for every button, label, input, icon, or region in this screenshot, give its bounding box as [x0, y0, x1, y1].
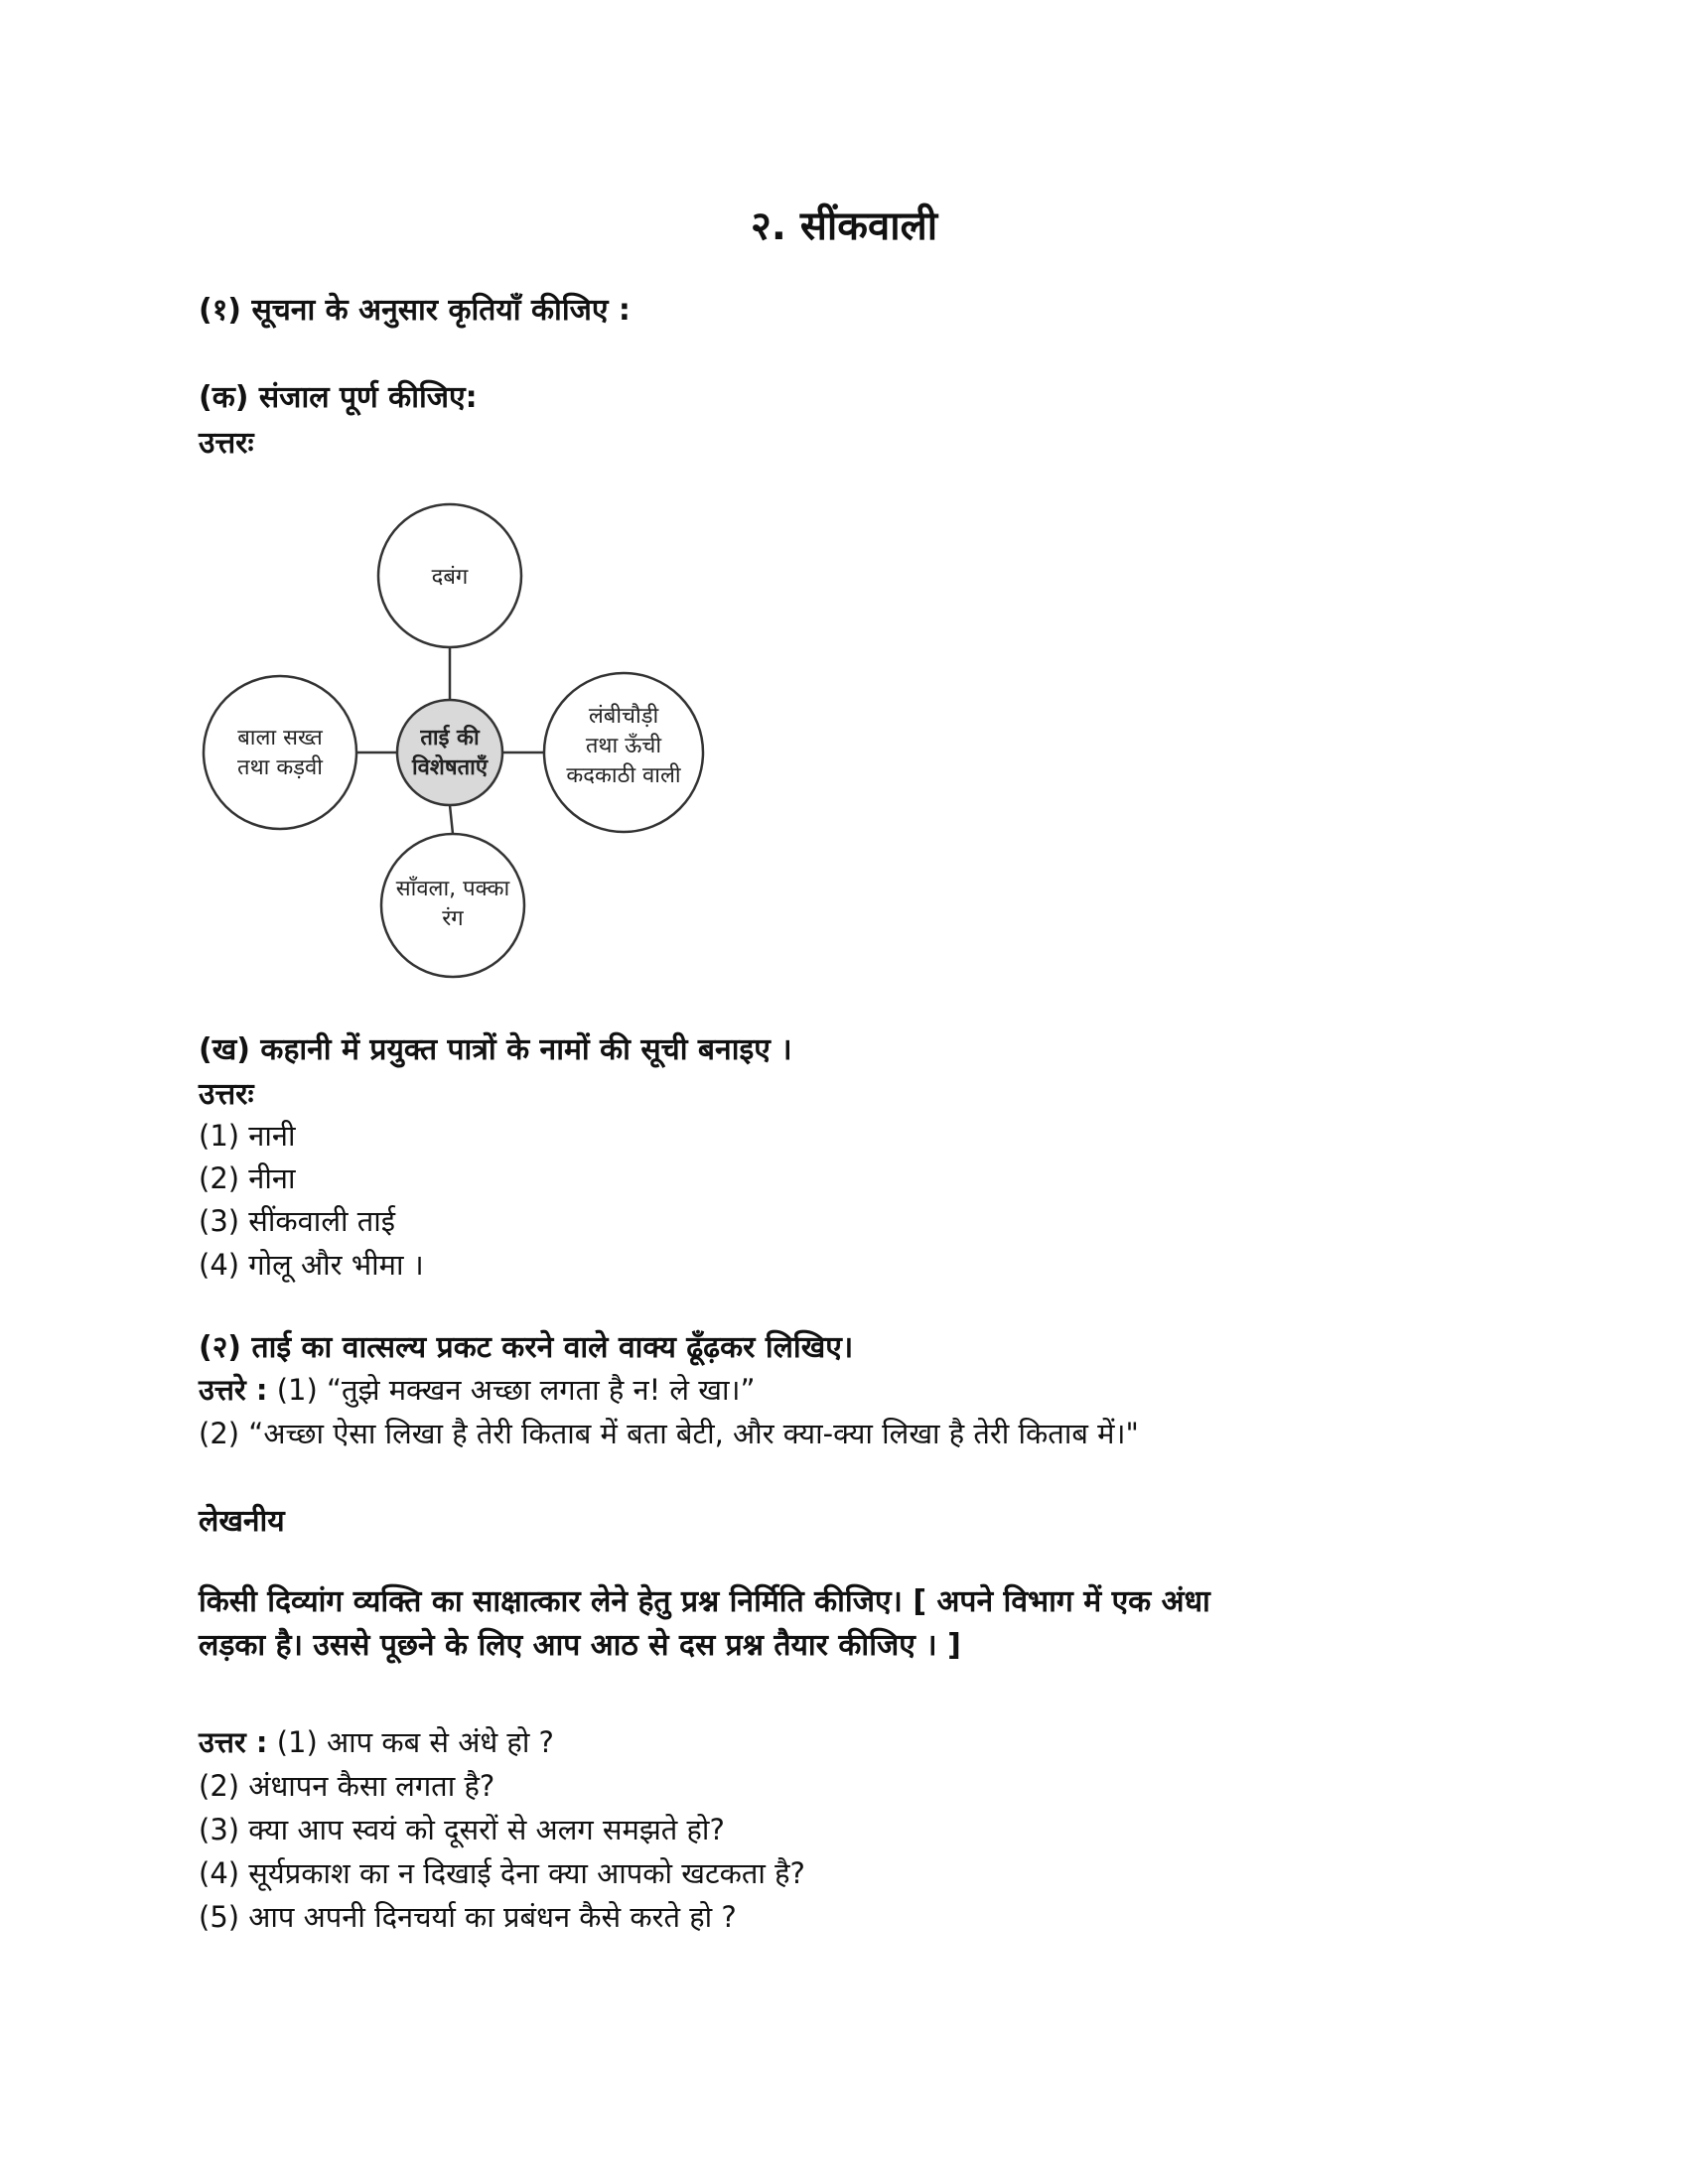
bottom-node	[381, 834, 524, 977]
part-a-answer-label: उत्तरः	[199, 426, 254, 461]
lekhniya-heading: लेखनीय	[199, 1504, 285, 1539]
part-b-heading: (ख) कहानी में प्रयुक्त पात्रों के नामों की सूची बनाइए ।	[199, 1032, 792, 1067]
left-node	[204, 676, 356, 829]
right-node-line-3: कदकाठी वाली	[566, 763, 681, 788]
top-node-label: दबंग	[431, 565, 469, 590]
lekhniya-answer-line-1	[199, 1722, 554, 1761]
list-item: (4) गोलू और भीमा ।	[199, 1248, 424, 1282]
lekhniya-question	[199, 1580, 1489, 1668]
lekhniya-question-line-1: किसी दिव्यांग व्यक्ति का साक्षात्कार लेने हेतु प्रश्न निर्मिति कीजिए। [ अपने विभाग में एक अंधा	[199, 1584, 1210, 1619]
q2-answer-line-1	[199, 1370, 756, 1409]
bottom-node-line-2: रंग	[442, 906, 464, 931]
left-node-line-1: बाला सख्त	[237, 726, 323, 751]
part-a-heading: (क) संजाल पूर्ण कीजिए:	[199, 380, 478, 415]
right-node-line-1: लंबीचौड़ी	[588, 704, 659, 729]
left-node-line-2: तथा कड़वी	[237, 755, 323, 780]
list-item: (4) सूर्यप्रकाश का न दिखाई देना क्या आपको खटकता है?	[199, 1856, 805, 1890]
question-1-heading: (१) सूचना के अनुसार कृतियाँ कीजिए :	[199, 293, 631, 328]
list-item: (5) आप अपनी दिनचर्या का प्रबंधन कैसे करते हो ?	[199, 1900, 737, 1934]
list-item: (1) नानी	[199, 1119, 296, 1153]
lekhniya-answer-text-1: (1) आप कब से अंधे हो ?	[276, 1725, 554, 1759]
lekhniya-answer-label: उत्तर :	[199, 1725, 268, 1759]
connector-bottom	[450, 805, 453, 834]
q2-answer-text-1: (1) “तुझे मक्खन अच्छा लगता है न! ले खा।”	[276, 1373, 756, 1407]
list-item: (2) नीना	[199, 1161, 296, 1195]
q2-answer-line-2: (2) “अच्छा ऐसा लिखा है तेरी किताब में बता बेटी, और क्या-क्या लिखा है तेरी किताब में।"	[199, 1417, 1139, 1450]
character-web-diagram	[199, 496, 735, 993]
part-b-answer-label: उत्तरः	[199, 1077, 254, 1112]
page-title: २. सींकवाली	[750, 204, 938, 249]
question-2-heading: (२) ताई का वात्सल्य प्रकट करने वाले वाक्य ढूँढ़कर लिखिए।	[199, 1330, 854, 1365]
center-node-line-2: विशेषताएँ	[411, 755, 489, 780]
list-item: (3) सींकवाली ताई	[199, 1204, 395, 1238]
center-node	[397, 700, 502, 805]
list-item: (3) क्या आप स्वयं को दूसरों से अलग समझते हो?	[199, 1813, 725, 1846]
bottom-node-line-1: साँवला, पक्का	[395, 877, 510, 901]
list-item: (2) अंधापन कैसा लगता है?	[199, 1769, 495, 1803]
center-node-line-1: ताई की	[420, 726, 480, 751]
lekhniya-question-line-2: लड़का है। उससे पूछने के लिए आप आठ से दस प्रश्न तैयार कीजिए । ]	[199, 1628, 961, 1663]
right-node-line-2: तथा ऊँची	[585, 734, 662, 758]
q2-answer-label: उत्तरे :	[199, 1373, 268, 1407]
